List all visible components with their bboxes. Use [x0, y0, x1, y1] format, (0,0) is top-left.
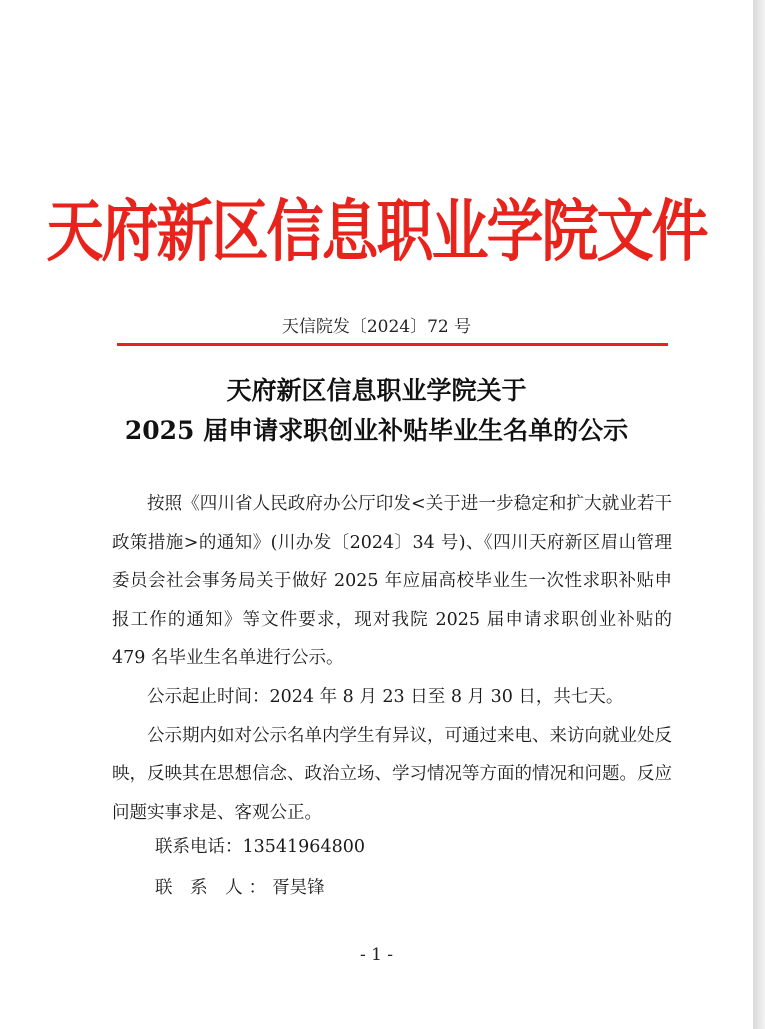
- page-edge-shadow: [753, 0, 765, 1029]
- body-paragraph-period: 公示起止时间：2024 年 8 月 23 日至 8 月 30 日，共七天。: [147, 686, 624, 707]
- contact-person-line: [155, 874, 325, 899]
- contact-person-name: 胥昊锋: [272, 878, 325, 898]
- body-paragraph-objection: 公示期内如对公示名单内学生有异议，可通过来电、来访向就业处反映，反映其在思想信念、政治立场、学习情况等方面的情况和问题。反应问题实事求是、客观公正。: [112, 725, 672, 823]
- document-number: 天信院发〔2024〕72 号: [281, 317, 472, 337]
- contact-phone-line: [155, 833, 365, 858]
- notice-body: [112, 485, 672, 832]
- red-divider-line: [117, 343, 668, 346]
- notice-title-line-1: 天府新区信息职业学院关于: [226, 376, 527, 405]
- body-paragraph-basis: 按照《四川省人民政府办公厅印发<关于进一步稳定和扩大就业若干政策措施>的通知》(川办发〔2024〕34 号)、《四川天府新区眉山管理委员会社会事务局关于做好 2025 年应届高校毕业生一次性求职补贴申报工作的通知》等文件要求，现对我院 2025 届申请求职创业补贴的 479 名毕业生名单进行公示。: [112, 494, 672, 669]
- contact-person-label: 联 系 人：: [155, 878, 273, 898]
- contact-phone-label: 联系电话：: [155, 837, 243, 857]
- notice-title-line-2: 2025 届申请求职创业补贴毕业生名单的公示: [124, 416, 629, 445]
- contact-phone-number: 13541964800: [242, 837, 365, 857]
- page-number: - 1 -: [359, 945, 394, 965]
- document-masthead: 天府新区信息职业学院文件: [46, 192, 707, 272]
